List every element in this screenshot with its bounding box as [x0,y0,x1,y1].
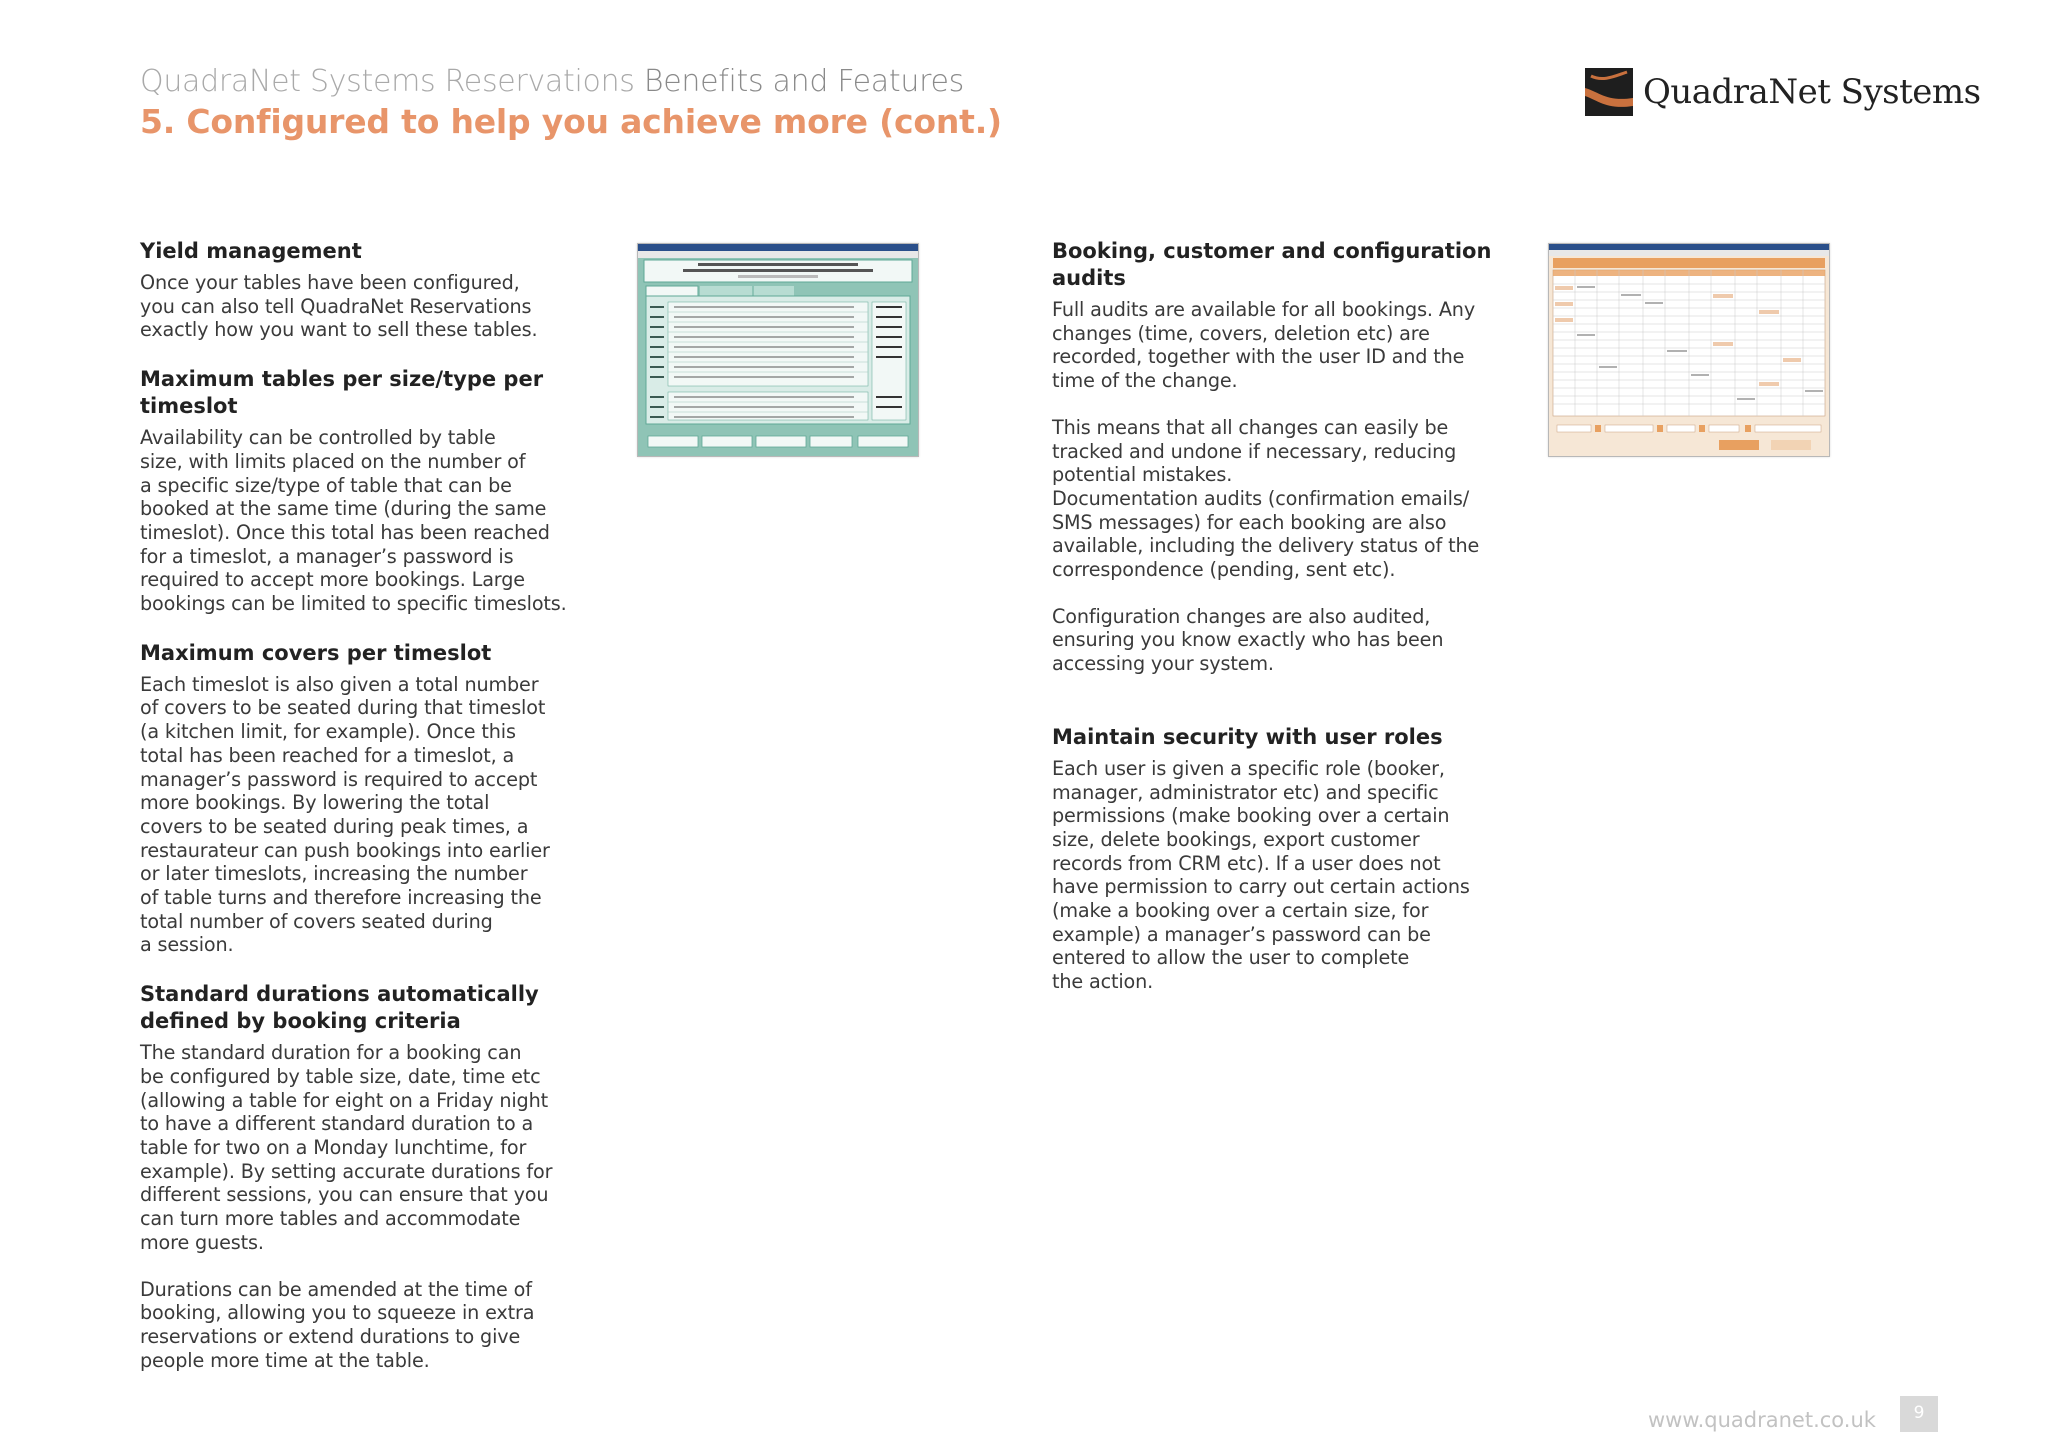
section-body-max-tables: Availability can be controlled by table size, with limits placed on the number of a specific size/type of table that can be booked at the same time (during the same timeslot). Once this total has been reached for a timeslot, a manager’s password is required to accept more bookings. Large bookings can be limited to specific timeslots. [140,426,567,616]
section-body-user-roles: Each user is given a specific role (booker, manager, administrator etc) and specific permissions (make booking over a certain size, delete bookings, export customer records from CRM etc). If a user does not have permission to carry out certain actions (make a booking over a certain size, for example) a manager’s password can be entered to allow the user to complete the action. [1052,756,1470,994]
section-heading-max-tables: Maximum tables per size/type per timeslot [140,367,544,419]
right-column [1052,238,1512,994]
left-column [140,238,580,1372]
quadranet-logo [1585,68,1981,116]
section-body-audits-2: This means that all changes can easily be tracked and undone if necessary, reducing potential mistakes. Documentation audits (confirmation emails/ SMS messages) for each booking are also available, including the delivery status of the correspondence (pending, sent etc). [1052,415,1480,582]
section-body-max-covers: Each timeslot is also given a total number of covers to be seated during that timeslot (a kitchen limit, for example). Once this total has been reached for a timeslot, a manager’s password is required to accept more bookings. By lowering the total covers to be seated during peak times, a restaurateur can push bookings into earlier or later timeslots, increasing the number of table turns and therefore increasing the total number of covers seated during a session. [140,672,550,957]
section-body-audits-3: Configuration changes are also audited, ensuring you know exactly who has been accessing your system. [1052,604,1444,676]
yield-management-screenshot [637,243,919,457]
section-body-durations-1: The standard duration for a booking can be configured by table size, date, time etc (allowing a table for eight on a Friday night to have a different standard duration to a table for two on a Monday lunchtime, for example). By setting accurate durations for different sessions, you can ensure that you can turn more tables and accommodate more guests. [140,1041,553,1254]
section-heading-audits: Booking, customer and configuration audits [1052,239,1492,290]
section-body-durations-2: Durations can be amended at the time of booking, allowing you to squeeze in extra reservations or extend durations to give people more time at the table. [140,1277,535,1372]
document-subtitle [140,64,964,99]
page-title: 5. Configured to help you achieve more (cont.) [140,102,1002,141]
logo-text: QuadraNet Systems [1643,72,1981,112]
footer-url: www.quadranet.co.uk [1648,1408,1876,1432]
section-heading-max-covers: Maximum covers per timeslot [140,640,492,665]
subtitle-part-1: QuadraNet Systems Reservations [140,64,644,99]
section-body-audits-1: Full audits are available for all bookings. Any changes (time, covers, deletion etc) are recorded, together with the user ID and the time of the change. [1052,298,1476,393]
section-heading-durations: Standard durations automatically defined by booking criteria [140,982,539,1034]
section-heading-yield: Yield management [140,239,362,263]
audit-screenshot [1548,243,1830,457]
subtitle-part-2: Benefits and Features [643,64,964,99]
quadranet-logo-icon [1585,68,1633,116]
section-heading-user-roles: Maintain security with user roles [1052,724,1443,749]
page-number: 9 [1900,1396,1938,1432]
section-body-yield: Once your tables have been configured, you can also tell QuadraNet Reservations exactly how you want to sell these tables. [140,271,538,342]
